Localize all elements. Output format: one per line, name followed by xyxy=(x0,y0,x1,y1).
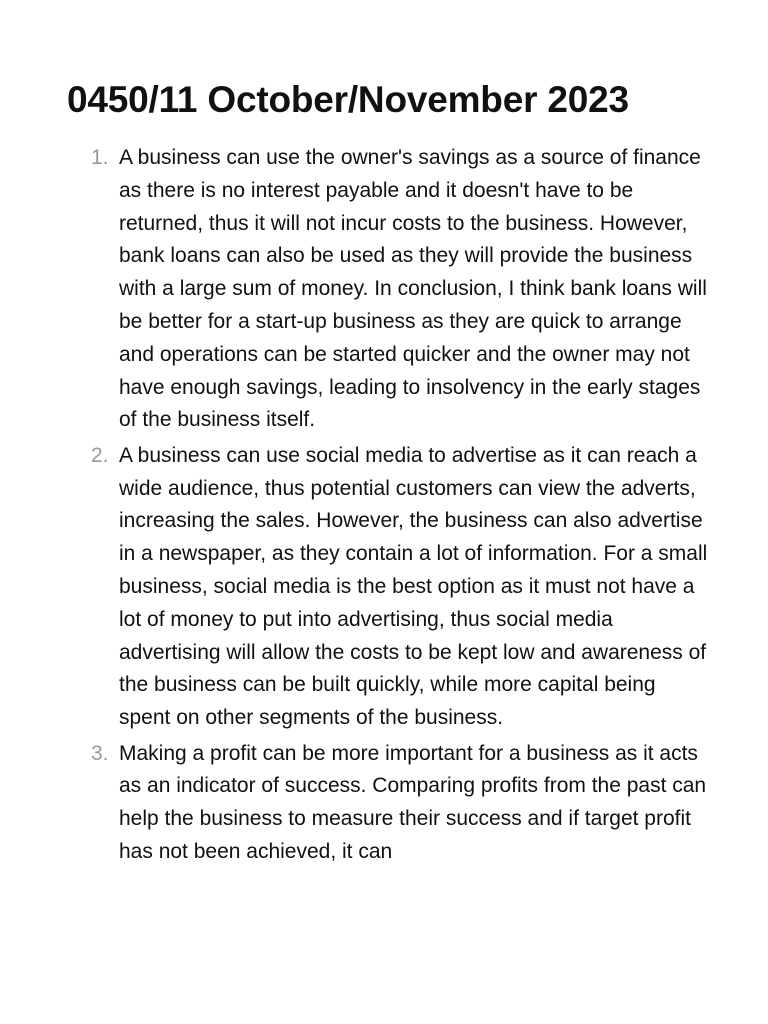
list-item-text: A business can use the owner's savings as a source of finance as there is no interest payable and it doesn't have to be returned, thus it will not incur costs to the business. However, bank loans can also be used as they will provide the business with a large sum of money. In conclusion, I think bank loans will be better for a start-up business as they are quick to arrange and operations can be started quicker and the owner may not have enough savings, leading to insolvency in the early stages of the business itself. xyxy=(119,146,707,432)
list-item-text: Making a profit can be more important for a business as it acts as an indicator of success. Comparing profits from the past can help the business to measure their success and if target profit has not been achieved, it can xyxy=(119,741,707,863)
answer-list xyxy=(91,142,709,871)
page-title: 0450/11 October/November 2023 xyxy=(67,79,629,120)
list-item xyxy=(91,738,709,869)
list-item xyxy=(91,440,709,735)
list-item-number: 2. xyxy=(91,443,109,467)
list-item-text: A business can use social media to advertise as it can reach a wide audience, thus potential customers can view the adverts, increasing the sales. However, the business can also advertise in a newspaper, as they contain a lot of information. For a small business, social media is the best option as it must not have a lot of money to put into advertising, thus social media advertising will allow the costs to be kept low and awareness of the business can be built quickly, while more capital being spent on other segments of the business. xyxy=(119,443,708,730)
list-item-number: 1. xyxy=(91,146,109,169)
list-item-number: 3. xyxy=(91,741,109,765)
list-item xyxy=(91,142,709,437)
